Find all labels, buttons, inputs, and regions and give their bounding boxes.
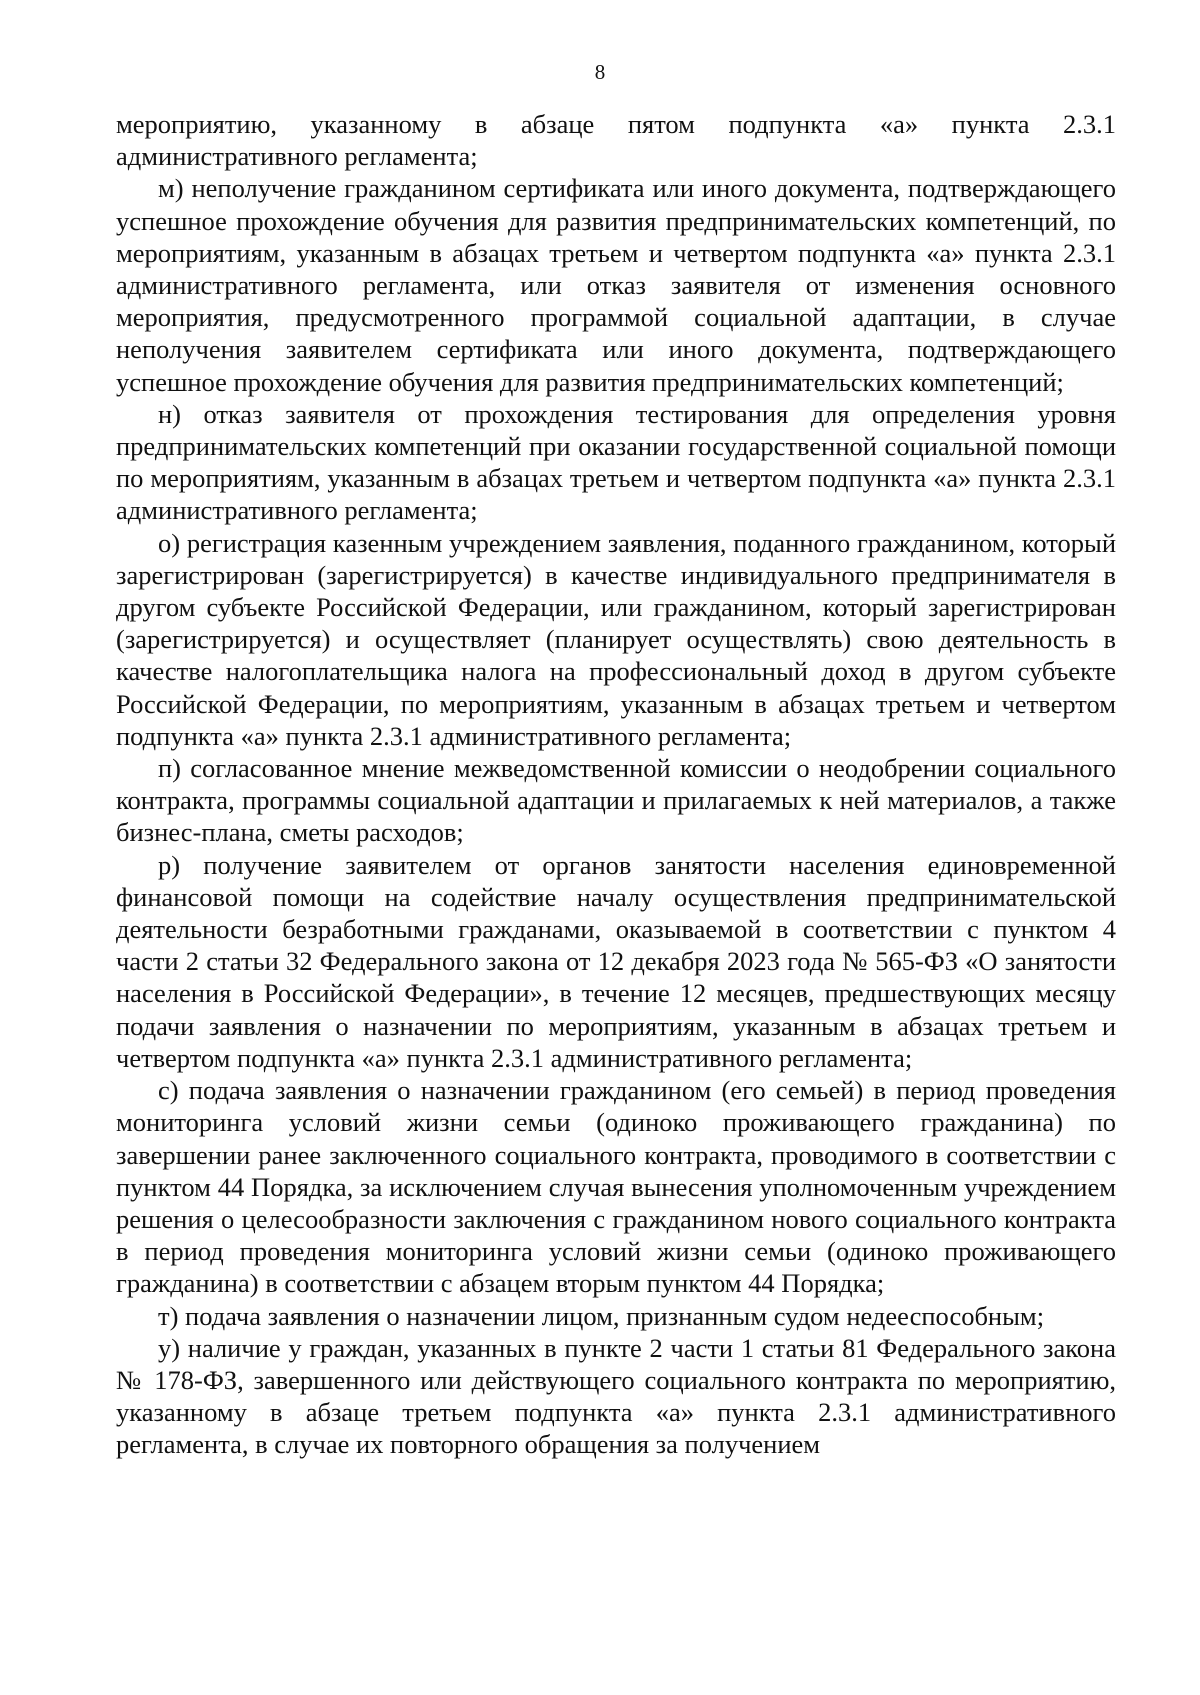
paragraph-item-n: н) отказ заявителя от прохождения тестирования для определения уровня предпринимательских компетенций при оказании государственной социальной помощи по мероприятиям, указанным в абзацах третьем и четвертом подпункта «а» пункта 2.3.1 административного регламента;	[116, 398, 1116, 526]
paragraph-item-o: о) регистрация казенным учреждением заявления, поданного гражданином, который зарегистрирован (зарегистрируется) в качестве индивидуального предпринимателя в другом субъекте Российской Федерации, или гражданином, который зарегистрирован (зарегистрируется) и осуществляет (планирует осуществлять) свою деятельность в качестве налогоплательщика налога на профессиональный доход в другом субъекте Российской Федерации, по мероприятиям, указанным в абзацах третьем и четвертом подпункта «а» пункта 2.3.1 административного регламента;	[116, 527, 1116, 751]
paragraph-item-r: р) получение заявителем от органов занятости населения единовременной финансовой помощи на содействие началу осуществления предпринимательской деятельности безработными гражданами, оказываемой в соответствии с пунктом 4 части 2 статьи 32 Федерального закона от 12 декабря 2023 года № 565-ФЗ «О занятости населения в Российской Федерации», в течение 12 месяцев, предшествующих месяцу подачи заявления о назначении по мероприятиям, указанным в абзацах третьем и четвертом подпункта «а» пункта 2.3.1 административного регламента;	[116, 849, 1116, 1073]
paragraph-item-s: с) подача заявления о назначении гражданином (его семьей) в период проведения мониторинга условий жизни семьи (одиноко проживающего гражданина) по завершении ранее заключенного социального контракта, проводимого в соответствии с пунктом 44 Порядка, за исключением случая вынесения уполномоченным учреждением решения о целесообразности заключения с гражданином нового социального контракта в период проведения мониторинга условий жизни семьи (одиноко проживающего гражданина) в соответствии с абзацем вторым пунктом 44 Порядка;	[116, 1075, 1116, 1299]
page-number: 8	[594, 60, 606, 84]
paragraph-item-t: т) подача заявления о назначении лицом, признанным судом недееспособным;	[158, 1300, 1045, 1331]
document-body	[116, 108, 1116, 1461]
paragraph-item-p: п) согласованное мнение межведомственной комиссии о неодобрении социального контракта, программы социальной адаптации и прилагаемых к ней материалов, а также бизнес-плана, сметы расходов;	[116, 753, 1116, 848]
paragraph-item-u: у) наличие у граждан, указанных в пункте 2 части 1 статьи 81 Федерального закона № 178-ФЗ, завершенного или действующего социального контракта по мероприятию, указанному в абзаце третьем подпункта «а» пункта 2.3.1 административного регламента, в случае их повторного обращения за получением	[116, 1332, 1116, 1460]
paragraph-continuation: мероприятию, указанному в абзаце пятом подпункта «а» пункта 2.3.1 административного регламента;	[116, 109, 1116, 172]
paragraph-item-m: м) неполучение гражданином сертификата или иного документа, подтверждающего успешное прохождение обучения для развития предпринимательских компетенций, по мероприятиям, указанным в абзацах третьем и четвертом подпункта «а» пункта 2.3.1 административного регламента, или отказ заявителя от изменения основного мероприятия, предусмотренного программой социальной адаптации, в случае неполучения заявителем сертификата или иного документа, подтверждающего успешное прохождение обучения для развития предпринимательских компетенций;	[116, 173, 1116, 397]
